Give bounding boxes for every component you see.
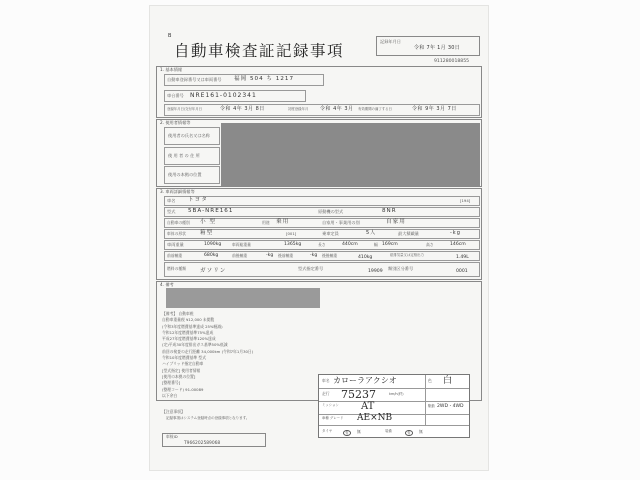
fuel-value: ガソリン	[200, 268, 227, 274]
rf-label: 後前軸重	[278, 253, 294, 258]
sticker-option-2: 無	[357, 429, 361, 434]
user-name-label: 使用者の氏名又は名称	[168, 133, 210, 138]
remarks-line: [型式指定] 使用者情報	[162, 367, 201, 373]
height-label: 高さ	[426, 242, 434, 247]
reg-number-value: 福岡 504 ち 1217	[234, 76, 295, 82]
length-label: 長さ	[318, 242, 326, 247]
chassis-value: NRE161-0102341	[190, 92, 257, 99]
ff-label: 前前軸重	[167, 253, 183, 258]
remarks-line: (定)平成30年度排出ガス基準50%低減	[162, 342, 228, 348]
width-label: 幅	[374, 242, 378, 247]
reg-number-label: 自動車登録番号又は車両番号	[167, 77, 222, 82]
use-value: 乗用	[276, 219, 290, 225]
length-value: 440cm	[342, 242, 358, 247]
weight-label: 車両重量	[167, 242, 184, 247]
engine-value: 8NR	[382, 208, 397, 214]
sticker-equip-label: 装備	[385, 429, 392, 433]
remarks-line: 平成27年度燃費基準120%達成	[162, 336, 216, 342]
rr-label: 後後軸重	[322, 253, 338, 258]
sticker-drive-label: 駆動	[428, 404, 435, 408]
weight-value: 1090kg	[204, 242, 222, 247]
remarks-line: ハイブリッド指定自動車	[162, 361, 204, 367]
base-location-label: 使用の本拠の位置	[168, 172, 202, 177]
notice-text: 記録事項はシステム登録時点の登録事項となります。	[166, 416, 250, 420]
small-b-mark: B	[168, 33, 172, 39]
body-label: 車体の形状	[167, 231, 186, 236]
remarks-line: 令和12年度燃費基準75%達成	[162, 329, 214, 335]
section-2-title: 2. 使用者情報等	[160, 120, 191, 125]
use-label: 用途	[262, 220, 270, 225]
sticker-color-value: 白	[443, 376, 453, 386]
maker-label: 車名	[167, 198, 176, 203]
expiry-value: 令和 9年 3月 7日	[412, 106, 457, 112]
height-value: 146cm	[450, 242, 466, 247]
sticker-option-1: 有	[345, 430, 349, 435]
width-value: 169cm	[382, 242, 398, 247]
expiry-label: 有効期間の満了する日	[358, 107, 392, 111]
gross-label: 車両総重量	[232, 242, 251, 247]
remarks-line: 前回の検査の走行距離 34,000km (令和7年1月30日)	[162, 348, 254, 354]
fuel-label: 燃料の種類	[167, 266, 186, 271]
remarks-line: 令和10年度燃費基準 型式	[162, 355, 207, 361]
remarks-line: (整理コード) 91-00089	[162, 386, 204, 392]
remarks-line: 【備考】 自動車税	[162, 311, 194, 316]
first-reg-label: 登録年月日/交付年月日	[167, 107, 203, 111]
type-value: 小 型	[200, 219, 216, 225]
doc-number: 911280018855	[434, 59, 470, 64]
notice-title: 【注意事項】	[162, 409, 185, 414]
sticker-model-value: AE×NB	[357, 413, 393, 423]
redacted-remarks	[166, 288, 320, 308]
model-label: 型式	[167, 209, 176, 214]
type-label: 自動車の種別	[167, 220, 190, 225]
sticker-color-label: 色	[428, 378, 432, 383]
handwritten-sticker	[318, 374, 470, 438]
section-4-title: 4. 備考	[160, 282, 174, 287]
remarks-list	[162, 311, 322, 399]
ff-value: 680kg	[204, 253, 219, 258]
section-3-title: 3. 車両詳細情報等	[160, 189, 195, 194]
rr-value: 410kg	[358, 255, 373, 260]
remarks-line: 自動車重量税 ¥12,000 未閲覧	[162, 317, 215, 323]
disp-label: 総排気量又は定格出力	[390, 253, 424, 257]
remarks-line: [整理番号]	[162, 380, 181, 386]
inspection-id-value: T966202589068	[184, 441, 221, 446]
maker-code: [194]	[460, 198, 471, 203]
max-load-value: -kg	[450, 230, 461, 236]
body-value: 箱型	[200, 230, 214, 236]
body-code: [001]	[286, 231, 297, 236]
sticker-km-unit: km/h(粁)	[389, 392, 404, 396]
sticker-tires-label: タイヤ	[322, 429, 333, 433]
model-value: 5BA-NRE161	[188, 208, 234, 214]
sticker-car-label: 車名	[322, 378, 330, 383]
inspection-id-label: 車検ID	[166, 434, 178, 439]
date-value: 令和 7年 1月 30日	[414, 45, 461, 51]
maker-row	[164, 196, 480, 206]
first-year-value: 令和 4年 3月	[320, 106, 354, 112]
sticker-mileage-value: 75237	[341, 388, 376, 401]
capacity-value: 5人	[366, 230, 377, 236]
sticker-mission-label: ミッション	[322, 403, 339, 407]
sticker-4wd-value: 2WD・4WD	[437, 404, 464, 409]
gross-value: 1365kg	[284, 242, 302, 247]
chassis-label: 車台番号	[167, 93, 184, 98]
class-value: 0001	[456, 269, 468, 274]
redacted-user-info	[221, 123, 480, 186]
remarks-line: [使用の本拠の位置]	[162, 373, 196, 379]
sticker-option-4: 無	[419, 429, 423, 434]
sticker-mileage-label: 走行	[322, 391, 330, 396]
fr-label: 前後軸重	[232, 253, 248, 258]
sticker-mission-value: AT	[361, 401, 375, 412]
purpose-label: 自家用・事業用の別	[322, 220, 360, 225]
first-reg-value: 令和 4年 3月 8日	[220, 106, 265, 112]
user-address-label: 使 用 者 の 住 所	[168, 153, 200, 158]
date-label: 記録年月日	[380, 39, 401, 44]
disp-value: 1.49L	[456, 255, 469, 260]
remarks-line: (令和3年度燃費基準達成 25%軽減)	[162, 323, 223, 329]
max-load-label: 最大積載量	[398, 231, 419, 236]
engine-label: 原動機の型式	[318, 209, 344, 214]
spec-value: 19909	[368, 269, 383, 274]
sticker-option-3: 有	[407, 430, 411, 435]
fr-value: -kg	[266, 253, 274, 258]
document-title: 自動車検査証記録事項	[174, 42, 345, 60]
first-year-label: 初度登録年月	[288, 107, 309, 111]
capacity-label: 乗車定員	[322, 231, 339, 236]
sticker-car-value: カローラアクシオ	[333, 376, 397, 385]
rf-value: -kg	[310, 253, 318, 258]
sticker-model-label: 車種 グレード	[322, 416, 344, 420]
remarks-line: 以下余白	[162, 392, 178, 398]
class-label: 類別区分番号	[388, 266, 414, 271]
spec-label: 型式指定番号	[298, 266, 324, 271]
purpose-value: 自家用	[386, 219, 406, 225]
section-1-title: 1. 基本情報	[160, 67, 183, 72]
maker-value: トヨタ	[188, 197, 208, 203]
